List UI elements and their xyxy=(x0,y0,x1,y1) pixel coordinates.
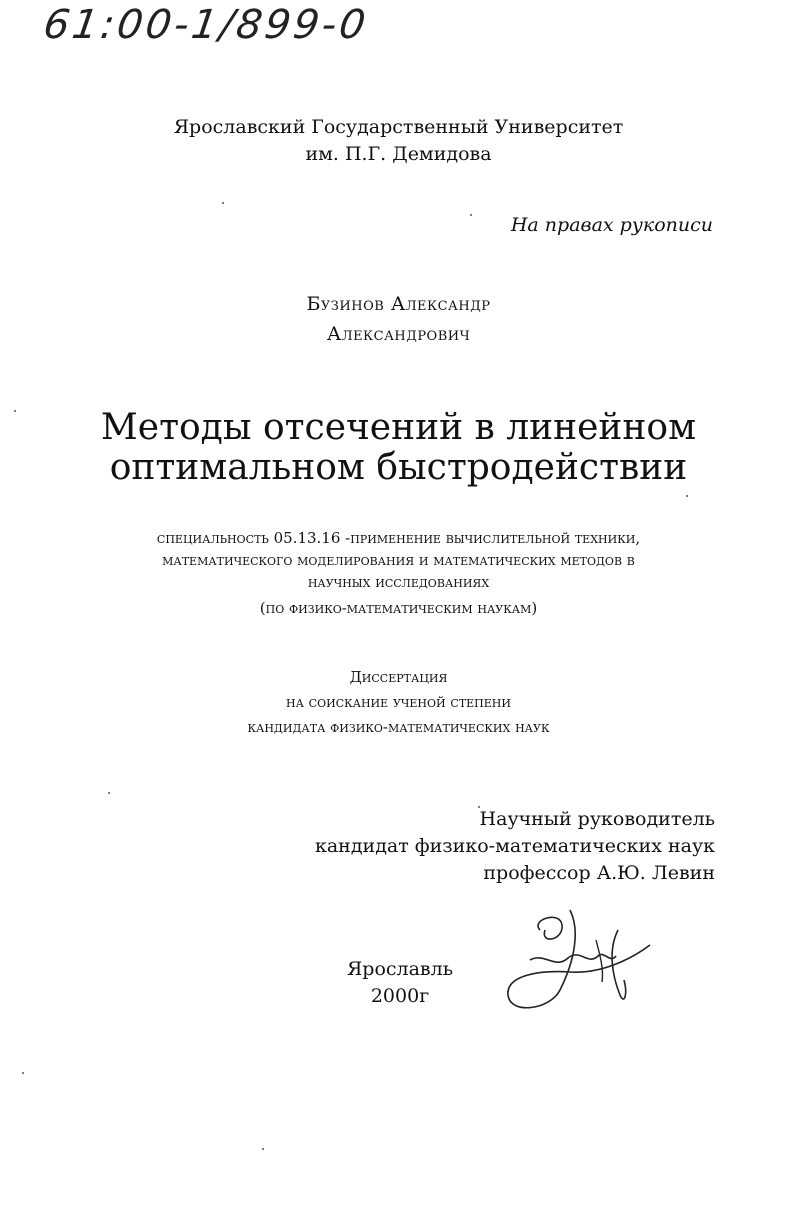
specialty-line-4: (по физико-математическим наукам) xyxy=(259,599,538,617)
scan-speck xyxy=(262,1148,264,1150)
scan-speck xyxy=(14,410,16,412)
scan-speck xyxy=(686,495,688,497)
university-block xyxy=(0,114,797,168)
advisor-name: профессор А.Ю. Левин xyxy=(483,862,715,884)
advisor-degree: кандидат физико-математических наук xyxy=(314,835,715,857)
university-name: Ярославский Государственный Университет xyxy=(173,116,624,138)
specialty-line-2: математического моделирования и математических методов в xyxy=(162,551,635,569)
dissertation-title xyxy=(0,408,797,488)
degree-line-1: Диссертация xyxy=(349,668,448,686)
archive-number: 61:00-1/899-0 xyxy=(40,2,372,48)
scan-speck xyxy=(478,806,480,808)
degree-block xyxy=(0,665,797,740)
year: 2000г xyxy=(370,985,430,1007)
advisor-role: Научный руководитель xyxy=(479,808,715,830)
scan-speck xyxy=(108,792,110,794)
author-block xyxy=(0,289,797,349)
degree-line-3: кандидата физико-математических наук xyxy=(247,718,550,736)
scan-speck xyxy=(222,202,224,204)
degree-line-2: на соискание ученой степени xyxy=(285,693,511,711)
advisor-block xyxy=(315,806,715,887)
title-line-1: Методы отсечений в линейном xyxy=(100,407,697,448)
specialty-line-1: специальность 05.13.16 -применение вычислительной техники, xyxy=(156,529,641,547)
specialty-block xyxy=(0,527,797,619)
author-patronymic: Александрович xyxy=(326,323,471,345)
university-patron: им. П.Г. Демидова xyxy=(305,143,492,165)
scan-speck xyxy=(470,214,472,216)
manuscript-rights: На правах рукописи xyxy=(510,214,713,236)
signature xyxy=(500,900,660,1020)
scan-speck xyxy=(22,1072,24,1074)
title-line-2: оптимальном быстродействии xyxy=(109,447,688,488)
author-name: Бузинов Александр xyxy=(306,293,491,315)
place: Ярославль xyxy=(346,958,454,980)
specialty-line-3: научных исследованиях xyxy=(307,573,490,591)
place-year-block xyxy=(300,956,500,1010)
